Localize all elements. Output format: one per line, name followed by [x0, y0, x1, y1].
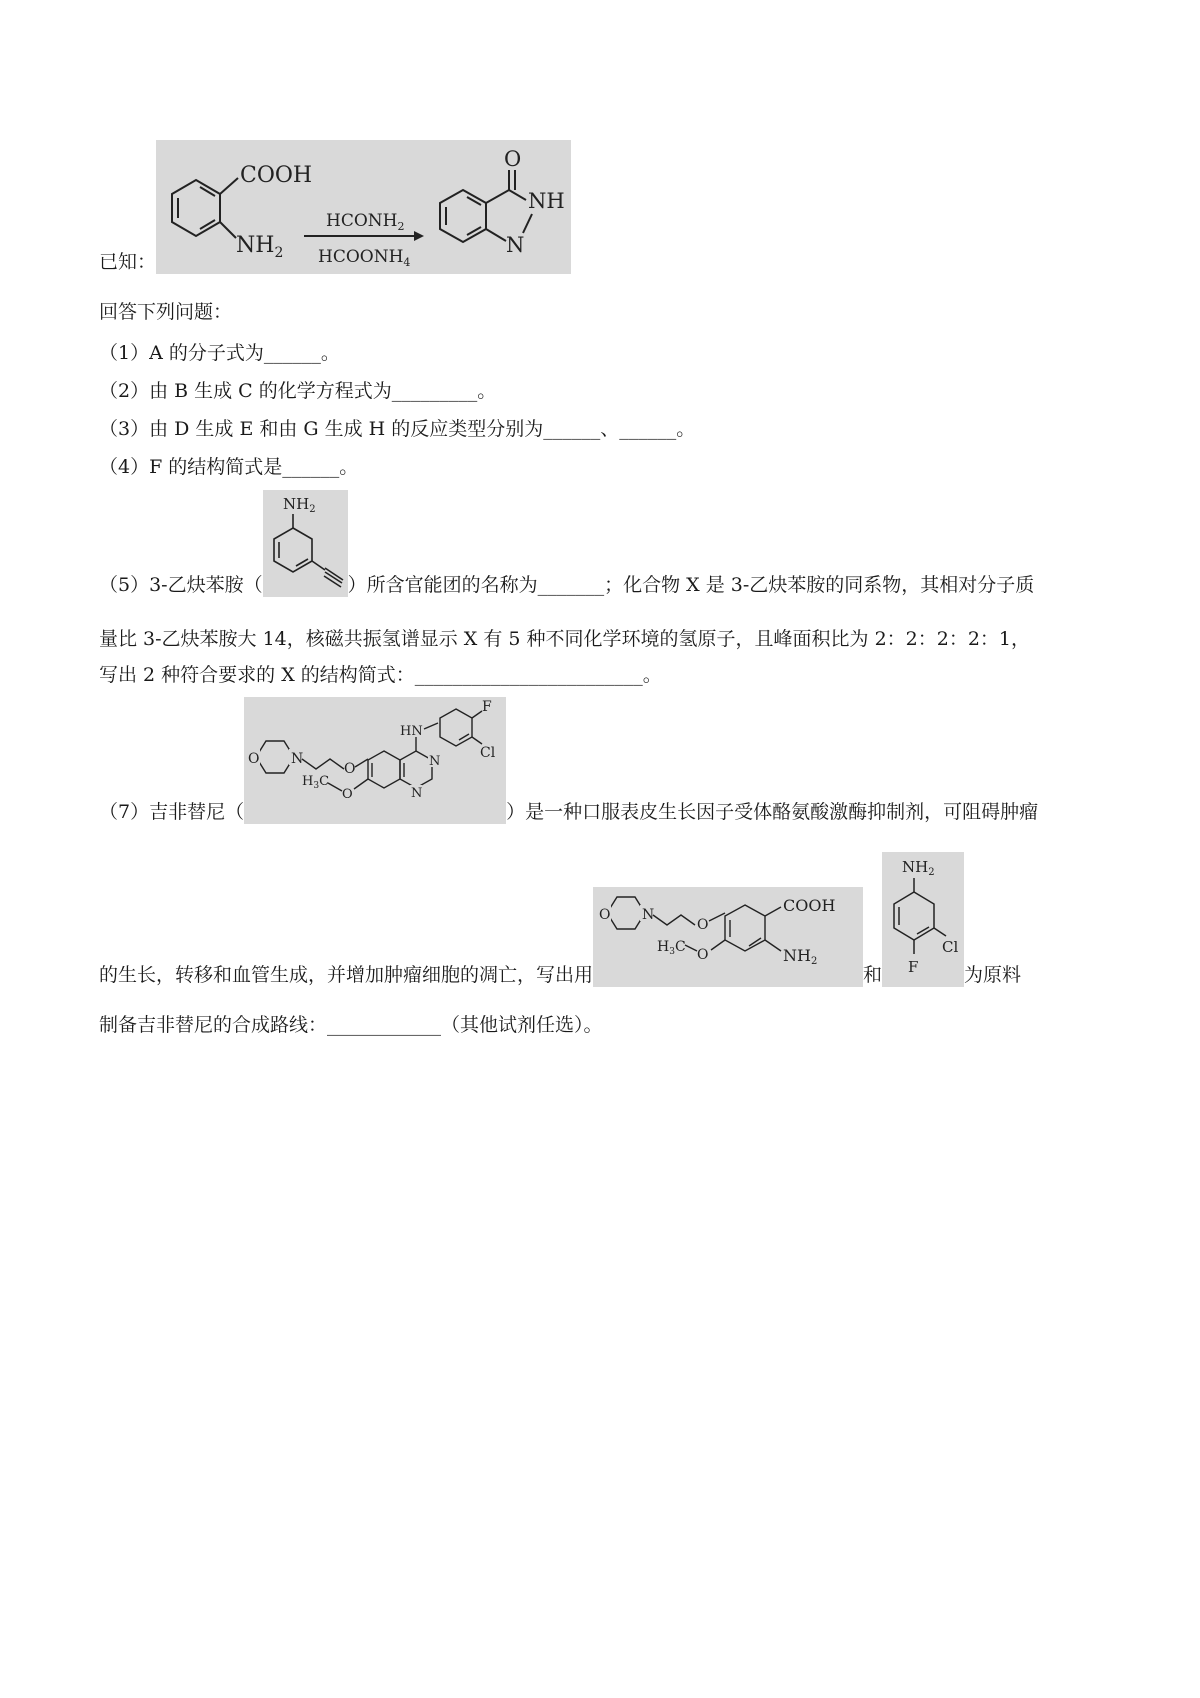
- raw-material-2-structure-image: [882, 852, 964, 987]
- question-7-line-2: [99, 852, 1021, 987]
- question-7-line-2-and: 和: [863, 964, 883, 986]
- reactant-cooh-label: COOH: [240, 163, 313, 188]
- raw1-cooh-label: COOH: [783, 896, 836, 915]
- gefitinib-ch3-label: $H_3C$: [302, 774, 330, 791]
- raw-material-1-structure-image: [593, 887, 863, 987]
- product-nh-label: NH: [528, 189, 565, 213]
- raw1-ether-o-label: O: [697, 917, 709, 933]
- reactant-nh2-label: $NH_2$: [236, 233, 284, 261]
- known-line: [99, 140, 571, 274]
- product-n-label: N: [506, 233, 525, 257]
- reagent-top-label: $HCONH_2$: [326, 211, 405, 233]
- question-4: （4）F 的结构简式是______。: [99, 456, 359, 478]
- reagent-bottom-label: $HCOONH_4$: [318, 247, 411, 269]
- ethynylaniline-structure-image: [263, 490, 348, 597]
- raw1-methoxy-o-label: O: [697, 947, 709, 963]
- gefitinib-ether-o-label: O: [344, 761, 356, 777]
- question-5-suffix: ）所含官能团的名称为_______；化合物 X 是 3-乙炔苯胺的同系物，其相对分子质: [347, 574, 1035, 596]
- question-2: （2）由 B 生成 C 的化学方程式为_________。: [99, 380, 497, 402]
- question-1: （1）A 的分子式为______。: [99, 342, 340, 364]
- gefitinib-o-label: O: [248, 751, 260, 767]
- raw2-f-label: F: [908, 958, 919, 976]
- question-7-line-1: [99, 697, 1038, 824]
- ethynylaniline-nh2-label: $NH_2$: [282, 495, 316, 515]
- question-7-prefix: （7）吉非替尼（: [99, 801, 245, 823]
- raw2-cl-label: Cl: [942, 938, 959, 956]
- raw1-nh2-label: NH2: [783, 946, 818, 967]
- question-5-line-3: 写出 2 种符合要求的 X 的结构简式：________________________。: [99, 664, 662, 686]
- gefitinib-n2-label: N: [411, 786, 423, 801]
- product-o-label: O: [504, 147, 522, 171]
- gefitinib-cl-label: Cl: [480, 745, 496, 761]
- gefitinib-methoxy-o-label: O: [342, 787, 353, 802]
- question-3: （3）由 D 生成 E 和由 G 生成 H 的反应类型分别为______、______。: [99, 418, 696, 440]
- known-label: 已知：: [99, 251, 157, 273]
- question-5-line-1: [99, 490, 1034, 597]
- gefitinib-hn-label: HN: [400, 724, 423, 739]
- intro-line: 回答下列问题：: [99, 301, 233, 323]
- raw1-morpholine-o-label: O: [599, 907, 611, 923]
- question-7-suffix: ）是一种口服表皮生长因子受体酪氨酸激酶抑制剂，可阻碍肿瘤: [506, 801, 1039, 823]
- question-5-line-2: 量比 3-乙炔苯胺大 14，核磁共振氢谱显示 X 有 5 种不同化学环境的氢原子，且峰面积比为 2：2：2：2：1，: [99, 628, 1031, 650]
- raw1-n-label: N: [642, 907, 655, 923]
- question-7-line-3: 制备吉非替尼的合成路线：____________（其他试剂任选）。: [99, 1014, 603, 1036]
- raw2-nh2-label: $NH_2$: [902, 858, 935, 878]
- question-7-line-2-suffix: 为原料: [964, 964, 1022, 986]
- question-5-prefix: （5）3-乙炔苯胺（: [99, 574, 263, 596]
- gefitinib-f-label: F: [482, 699, 492, 715]
- gefitinib-n-label: N: [291, 751, 304, 767]
- gefitinib-structure-image: [244, 697, 506, 824]
- gefitinib-n1-label: N: [429, 754, 441, 769]
- raw1-ch3-label: $H_3C$: [657, 939, 686, 957]
- reaction-scheme-image: [156, 140, 571, 274]
- question-7-line-2-prefix: 的生长，转移和血管生成，并增加肿瘤细胞的凋亡，写出用: [99, 964, 594, 986]
